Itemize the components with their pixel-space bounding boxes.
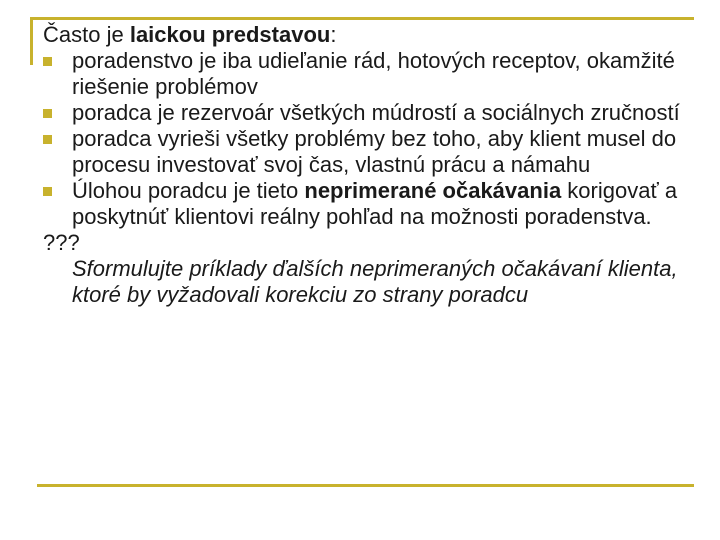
intro-suffix: : [330, 22, 337, 47]
list-item [43, 178, 703, 230]
top-border-line [30, 17, 694, 20]
list-item-text: poradca je rezervoár všetkých múdrostí a sociálnych zručností [72, 100, 680, 125]
bullet-list [43, 48, 703, 230]
slide-content [43, 22, 703, 308]
list-item-suffix: korigovať a poskytnúť klientovi reálny pohľad na možnosti poradenstva. [72, 178, 678, 229]
question-marks: ??? [43, 230, 80, 255]
intro-prefix: Často je [43, 22, 130, 47]
list-item-prefix: Úlohou poradcu je tieto [72, 178, 305, 203]
list-item-text: poradenstvo je iba udieľanie rád, hotových receptov, okamžité riešenie problémov [72, 48, 675, 99]
intro-line [43, 22, 703, 48]
square-bullet-icon [43, 135, 52, 144]
square-bullet-icon [43, 109, 52, 118]
task-text: Sformulujte príklady ďalších neprimeraných očakávaní klienta, ktoré by vyžadovali korekciu zo strany poradcu [72, 256, 678, 307]
intro-emphasis: laickou predstavou [129, 22, 331, 47]
list-item-emphasis: neprimerané očakávania [304, 178, 562, 203]
square-bullet-icon [43, 187, 52, 196]
list-item [43, 126, 703, 178]
list-item [43, 48, 703, 100]
left-border-line [30, 17, 33, 65]
bottom-border-line [37, 484, 694, 487]
square-bullet-icon [43, 57, 52, 66]
list-item [43, 100, 703, 126]
list-item-text: poradca vyrieši všetky problémy bez toho, aby klient musel do procesu investovať svoj čas, vlastnú prácu a námahu [72, 126, 677, 177]
